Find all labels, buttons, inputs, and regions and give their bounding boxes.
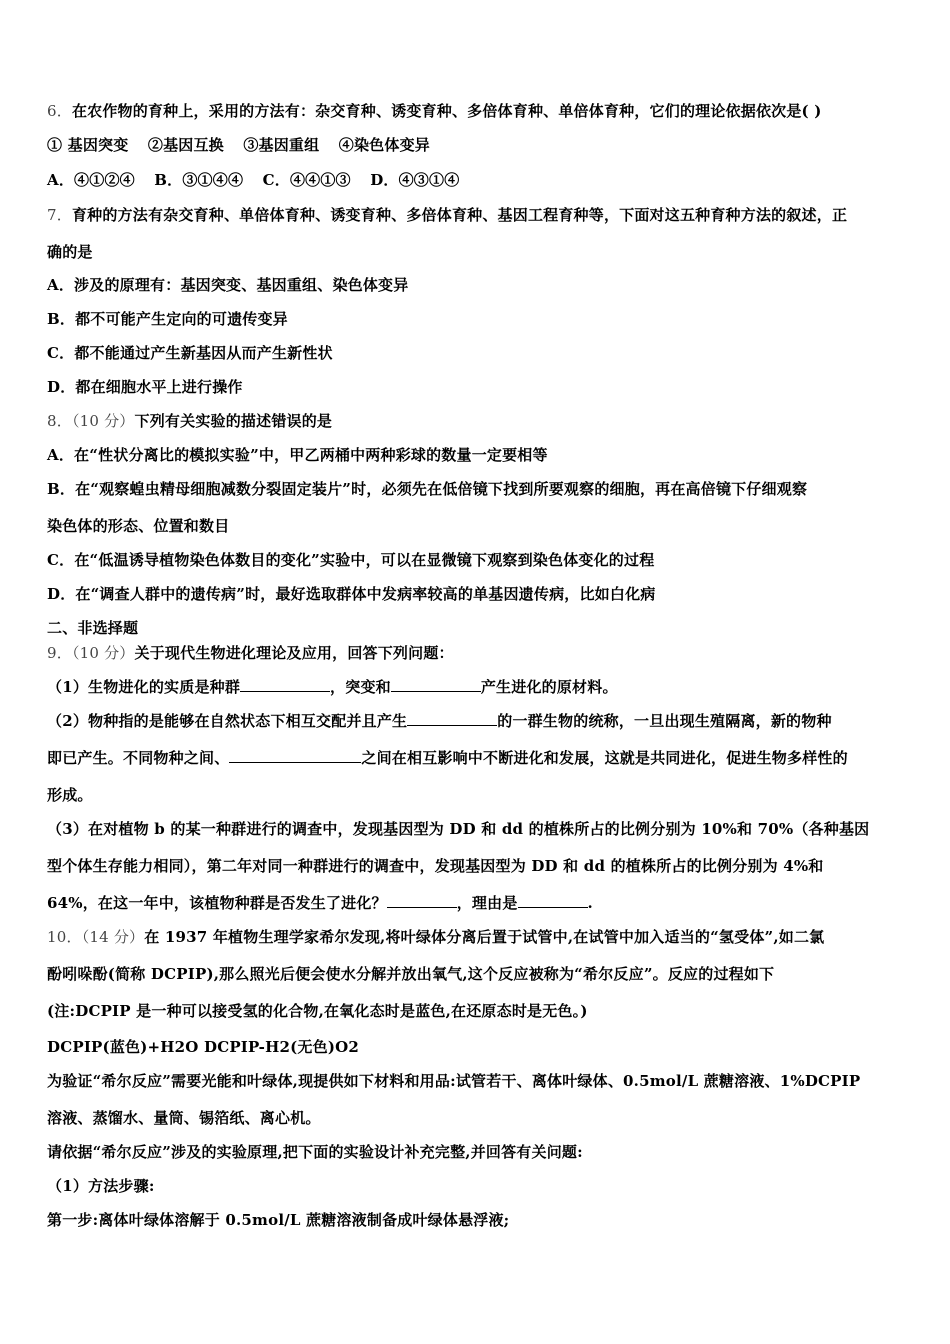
q10-score: （14 分） [81, 928, 145, 946]
q8-stem [47, 411, 907, 431]
q10-instruction: 请依据“希尔反应”涉及的实验原理,把下面的实验设计补充完整,并回答有关问题: [47, 1143, 583, 1161]
q6-item-4: ④染色体变异 [338, 136, 430, 154]
q9-score: （10 分） [71, 644, 135, 662]
q9-p2-text-b: 的一群生物的统称，一旦出现生殖隔离，新的物种 [497, 712, 832, 730]
q10-stem-text: 在 1937 年植物生理学家希尔发现,将叶绿体分离后置于试管中,在试管中加入适当的“氢受体”,如二氯 [144, 928, 825, 946]
q7-stem-line1: 育种的方法有杂交育种、单倍体育种、诱变育种、多倍体育种、基因工程育种等，下面对这五种育种方法的叙述，正 [71, 206, 848, 224]
q10-equation: DCPIP(蓝色)+H2O DCPIP-H2(无色)O2 [47, 1038, 360, 1056]
q6-items [47, 135, 907, 155]
q6-stem [47, 101, 907, 121]
q9-p1-text-a: （1）生物进化的实质是种群 [47, 678, 241, 696]
q8-option-c: C．在“低温诱导植物染色体数目的变化”实验中，可以在显微镜下观察到染色体变化的过程 [47, 551, 655, 569]
q9-p1-text-b: ，突变和 [330, 678, 391, 696]
q7-stem [47, 205, 907, 225]
q6-item-3: ③基因重组 [243, 136, 320, 154]
q9-part2-line2 [47, 748, 907, 768]
q9-part3-line3 [47, 893, 907, 913]
q7-option-a: A．涉及的原理有：基因突变、基因重组、染色体变异 [47, 276, 409, 294]
q7-stem-line2: 确的是 [47, 243, 93, 261]
q7-option-c: C．都不能通过产生新基因从而产生新性状 [47, 344, 333, 362]
answer-blank[interactable] [518, 893, 588, 908]
q10-stem-line2: 酚吲哚酚(简称 DCPIP),那么照光后便会使水分解并放出氧气,这个反应被称为“希尔反应”。反应的过程如下 [47, 965, 775, 983]
q10-materials-line2: 溶液、蒸馏水、量筒、锡箔纸、离心机。 [47, 1109, 321, 1127]
q9-p2-line2-text-a: 即已产生。不同物种之间、 [47, 749, 230, 767]
q10-stem-line1 [47, 927, 907, 947]
q6-options [47, 170, 907, 190]
q6-item-2: ②基因互换 [147, 136, 224, 154]
section-heading: 二、非选择题 [47, 619, 139, 637]
q8-option-d: D．在“调查人群中的遗传病”时，最好选取群体中发病率较高的单基因遗传病，比如白化病 [47, 585, 656, 603]
q9-part2-line3: 形成。 [47, 786, 93, 804]
q10-note: (注:DCPIP 是一种可以接受氢的化合物,在氧化态时是蓝色,在还原态时是无色。) [47, 1002, 588, 1020]
q9-stem [47, 643, 907, 663]
q6-option-a: A．④①②④ [47, 171, 135, 189]
q10-materials-line1: 为验证“希尔反应”需要光能和叶绿体,现提供如下材料和用品:试管若干、离体叶绿体、0.5mol/L 蔗糖溶液、1%DCPIP [47, 1072, 861, 1090]
q7-number: 7． [47, 206, 72, 224]
q10-step-header: （1）方法步骤: [47, 1177, 155, 1195]
q7-option-b: B．都不可能产生定向的可遗传变异 [47, 310, 288, 328]
q8-stem-text: 下列有关实验的描述错误的是 [134, 412, 333, 430]
q9-part3-line2: 型个体生存能力相同），第二年对同一种群进行的调查中，发现基因型为 DD 和 dd 的植株所占的比例分别为 4%和 [47, 857, 824, 875]
q6-number: 6． [47, 102, 72, 120]
q6-option-b: B．③①④④ [154, 171, 244, 189]
answer-blank[interactable] [387, 893, 457, 908]
q9-stem-text: 关于现代生物进化理论及应用，回答下列问题： [134, 644, 454, 662]
q6-option-d: D．④③①④ [370, 171, 460, 189]
q8-option-b-line2: 染色体的形态、位置和数目 [47, 517, 230, 535]
q9-p3-text-a: 64%，在这一年中，该植物种群是否发生了进化？ [47, 894, 387, 912]
q9-part3-line1: （3）在对植物 b 的某一种群进行的调查中，发现基因型为 DD 和 dd 的植株所占的比例分别为 10%和 70%（各种基因 [47, 820, 870, 838]
q7-option-d: D．都在细胞水平上进行操作 [47, 378, 243, 396]
answer-blank[interactable] [391, 677, 481, 692]
q9-p3-text-c: . [587, 894, 593, 912]
q8-option-b-line1: B．在“观察蝗虫精母细胞减数分裂固定装片”时，必须先在低倍镜下找到所要观察的细胞，再在高倍镜下仔细观察 [47, 480, 808, 498]
q6-stem-text: 在农作物的育种上，采用的方法有：杂交育种、诱变育种、多倍体育种、单倍体育种，它们的理论依据依次是( ) [71, 102, 822, 120]
answer-blank[interactable] [407, 711, 497, 726]
q6-item-1: ① 基因突变 [47, 136, 129, 154]
q9-part2-line1 [47, 711, 907, 731]
q9-p3-text-b: ，理由是 [456, 894, 518, 912]
q8-option-a: A．在“性状分离比的模拟实验”中，甲乙两桶中两种彩球的数量一定要相等 [47, 446, 548, 464]
answer-blank[interactable] [229, 748, 361, 763]
q9-p2-line2-text-b: 之间在相互影响中不断进化和发展，这就是共同进化，促进生物多样性的 [361, 749, 848, 767]
answer-blank[interactable] [240, 677, 330, 692]
q9-part1 [47, 677, 907, 697]
q9-number: 9． [47, 644, 72, 662]
q10-number: 10． [47, 928, 82, 946]
q9-p1-text-c: 产生进化的原材料。 [480, 678, 618, 696]
q9-p2-text-a: （2）物种指的是能够在自然状态下相互交配并且产生 [47, 712, 408, 730]
q10-step1: 第一步:离体叶绿体溶解于 0.5mol/L 蔗糖溶液制备成叶绿体悬浮液; [47, 1211, 510, 1229]
q8-number: 8． [47, 412, 72, 430]
q8-score: （10 分） [71, 412, 135, 430]
q6-option-c: C．④④①③ [262, 171, 351, 189]
